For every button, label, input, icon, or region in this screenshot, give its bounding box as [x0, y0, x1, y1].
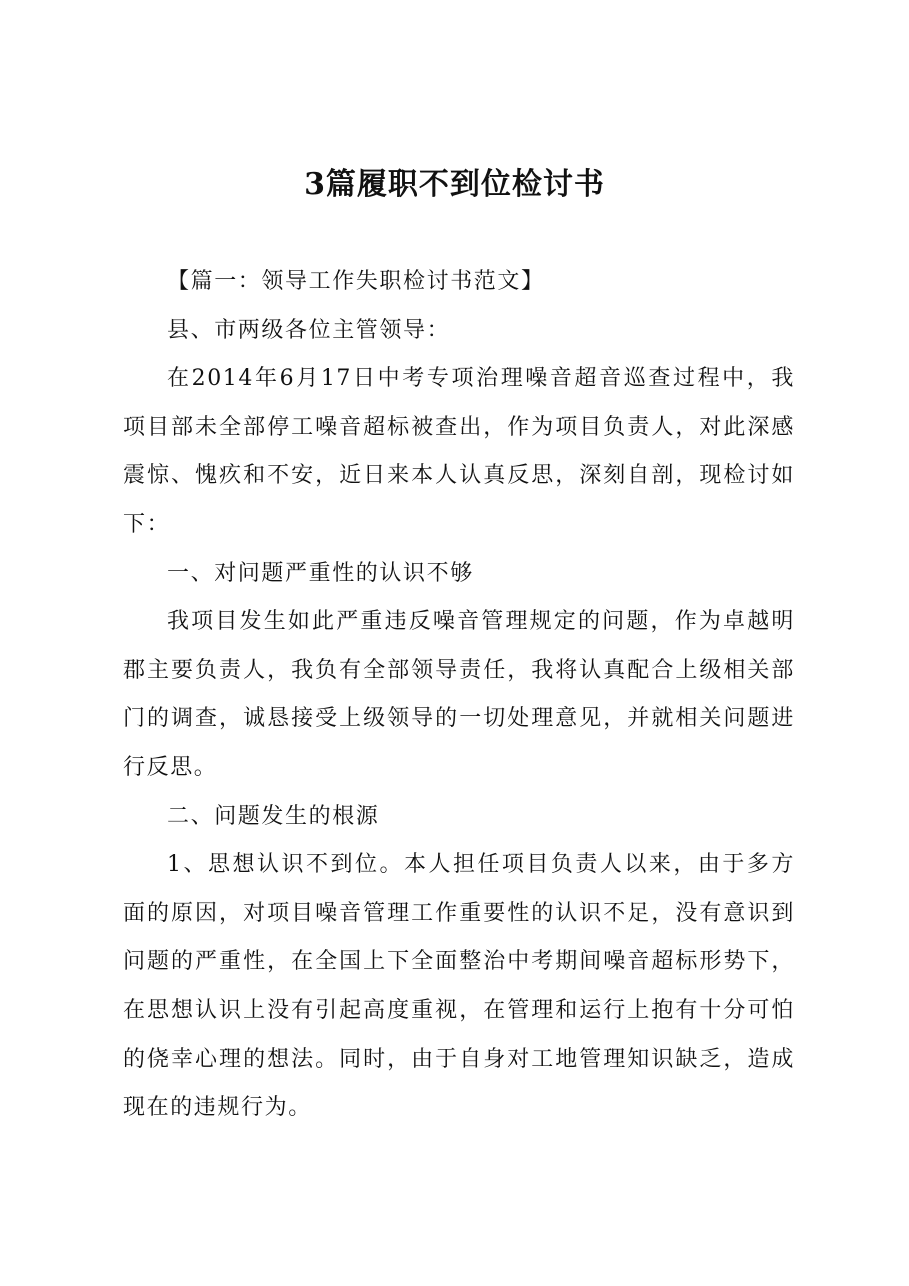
- section-heading-part-one: 【篇一：领导工作失职检讨书范文】: [167, 269, 545, 294]
- salutation: 县、市两级各位主管领导：: [167, 317, 451, 343]
- subheading-awareness: 一、对问题严重性的认识不够: [167, 560, 474, 586]
- body-paragraph: 我项目发生如此严重违反噪音管理规定的问题，作为卓越明郡主要负责人，我负有全部领导责任，我将认真配合上级相关部门的调查，诚恳接受上级领导的一切处理意见，并就相关问题进行反思。: [123, 609, 795, 780]
- document-title: 3篇履职不到位检讨书: [304, 167, 605, 202]
- subheading-root-cause: 二、问题发生的根源: [167, 803, 380, 829]
- body-paragraph: 1、思想认识不到位。本人担任项目负责人以来，由于多方面的原因，对项目噪音管理工作重要性的认识不足，没有意识到问题的严重性，在全国上下全面整治中考期间噪音超标形势下，在思想认识上没有引起高度重视，在管理和运行上抱有十分可怕的侥幸心理的想法。同时，由于自身对工地管理知识缺乏，造成现在的违规行为。: [123, 852, 795, 1121]
- document-body: [123, 258, 795, 1133]
- body-paragraph: 在2014年6月17日中考专项治理噪音超音巡查过程中，我项目部未全部停工噪音超标被查出，作为项目负责人，对此深感震惊、愧疚和不安，近日来本人认真反思，深刻自剖，现检讨如下：: [123, 366, 795, 537]
